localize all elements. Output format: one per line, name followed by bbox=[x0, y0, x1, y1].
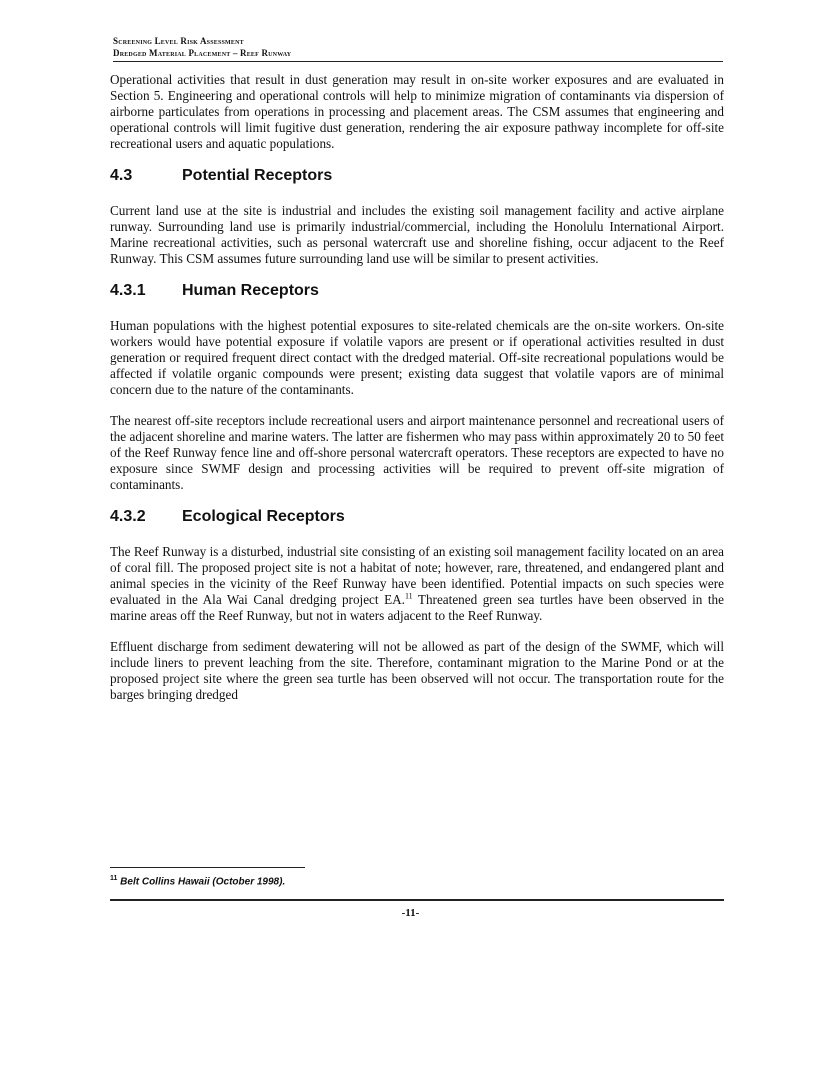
footnote-text: Belt Collins Hawaii (October 1998). bbox=[117, 876, 286, 888]
human-receptors-paragraph-1: Human populations with the highest potential exposures to site-related chemicals are the on-site workers. On-site workers would have potential exposure if volatile vapors are present or if operational activities resulted in dust generation or required frequent direct contact with the dredged material. Off-site recreational populations would be affected if volatile organic compounds were present; existing data suggest that volatile vapors are of minimal concern due to the nature of the contaminants. bbox=[110, 318, 724, 397]
intro-paragraph: Operational activities that result in dust generation may result in on-site worker exposures and are evaluated in Section 5. Engineering and operational controls will help to minimize migration of contaminants via dispersion of airborne particulates from operations in processing and placement areas. The CSM assumes that engineering and operational controls will limit fugitive dust generation, rendering the air exposure pathway incomplete for off-site recreational users and aquatic populations. bbox=[110, 72, 724, 151]
page-number: -11- bbox=[401, 907, 420, 919]
section-title: Ecological Receptors bbox=[182, 508, 345, 525]
running-header bbox=[113, 35, 723, 59]
paragraph-text: Threatened green sea turtles have been observed in the marine areas off the Reef Runway, but not in waters adjacent to the Reef Runway. bbox=[110, 592, 725, 623]
section-number: 4.3.2 bbox=[110, 508, 146, 525]
header-divider bbox=[113, 61, 723, 62]
footnote-divider bbox=[110, 867, 305, 868]
footnote-reference: 11 bbox=[404, 591, 413, 601]
header-subtitle: Dredged Material Placement – Reef Runway bbox=[113, 48, 292, 58]
potential-receptors-paragraph: Current land use at the site is industrial and includes the existing soil management facility and active airplane runway. Surrounding land use is primarily industrial/commercial, including the Honolulu International Airport. Marine recreational activities, such as personal watercraft use and shoreline fishing, occur adjacent to the Reef Runway. This CSM assumes future surrounding land use will be similar to present activities. bbox=[110, 203, 724, 266]
ecological-receptors-paragraph-2: Effluent discharge from sediment dewatering will not be allowed as part of the design of the SWMF, which will include liners to prevent leaching from the site. Therefore, contaminant migration to the Marine Pond or at the proposed project site where the green sea turtle has been observed will not occur. The transportation route for the barges bringing dredged bbox=[110, 639, 724, 702]
footnote-marker: 11 bbox=[110, 875, 118, 882]
main-content bbox=[110, 72, 724, 718]
header-title: Screening Level Risk Assessment bbox=[113, 36, 244, 46]
section-number: 4.3 bbox=[110, 167, 133, 184]
human-receptors-paragraph-2: The nearest off-site receptors include recreational users and airport maintenance personnel and recreational users of the adjacent shoreline and marine waters. The latter are fishermen who may pass within approximately 20 to 50 feet of the Reef Runway fence line and off-shore personal watercraft operators. These receptors are expected to have no exposure since SWMF design and processing activities will be required to prevent off-site migration of contaminants. bbox=[110, 413, 724, 492]
section-heading-4-3-1 bbox=[110, 282, 724, 300]
section-heading-4-3 bbox=[110, 167, 724, 185]
section-heading-4-3-2 bbox=[110, 508, 724, 526]
paragraph-text: The Reef Runway is a disturbed, industrial site consisting of an existing soil management facility located on an area of coral fill. The proposed project site is not a habitat of note; however, rare, threatened, and endangered plant and animal species in the vicinity of the Reef Runway have been identified. Potential impacts on such species were evaluated in the Ala Wai Canal dredging project EA. bbox=[110, 544, 724, 607]
section-title: Potential Receptors bbox=[182, 167, 333, 184]
section-number: 4.3.1 bbox=[110, 282, 146, 299]
footnote bbox=[110, 875, 285, 887]
section-title: Human Receptors bbox=[182, 282, 319, 299]
footer-divider bbox=[110, 899, 724, 901]
ecological-receptors-paragraph-1 bbox=[110, 544, 724, 624]
